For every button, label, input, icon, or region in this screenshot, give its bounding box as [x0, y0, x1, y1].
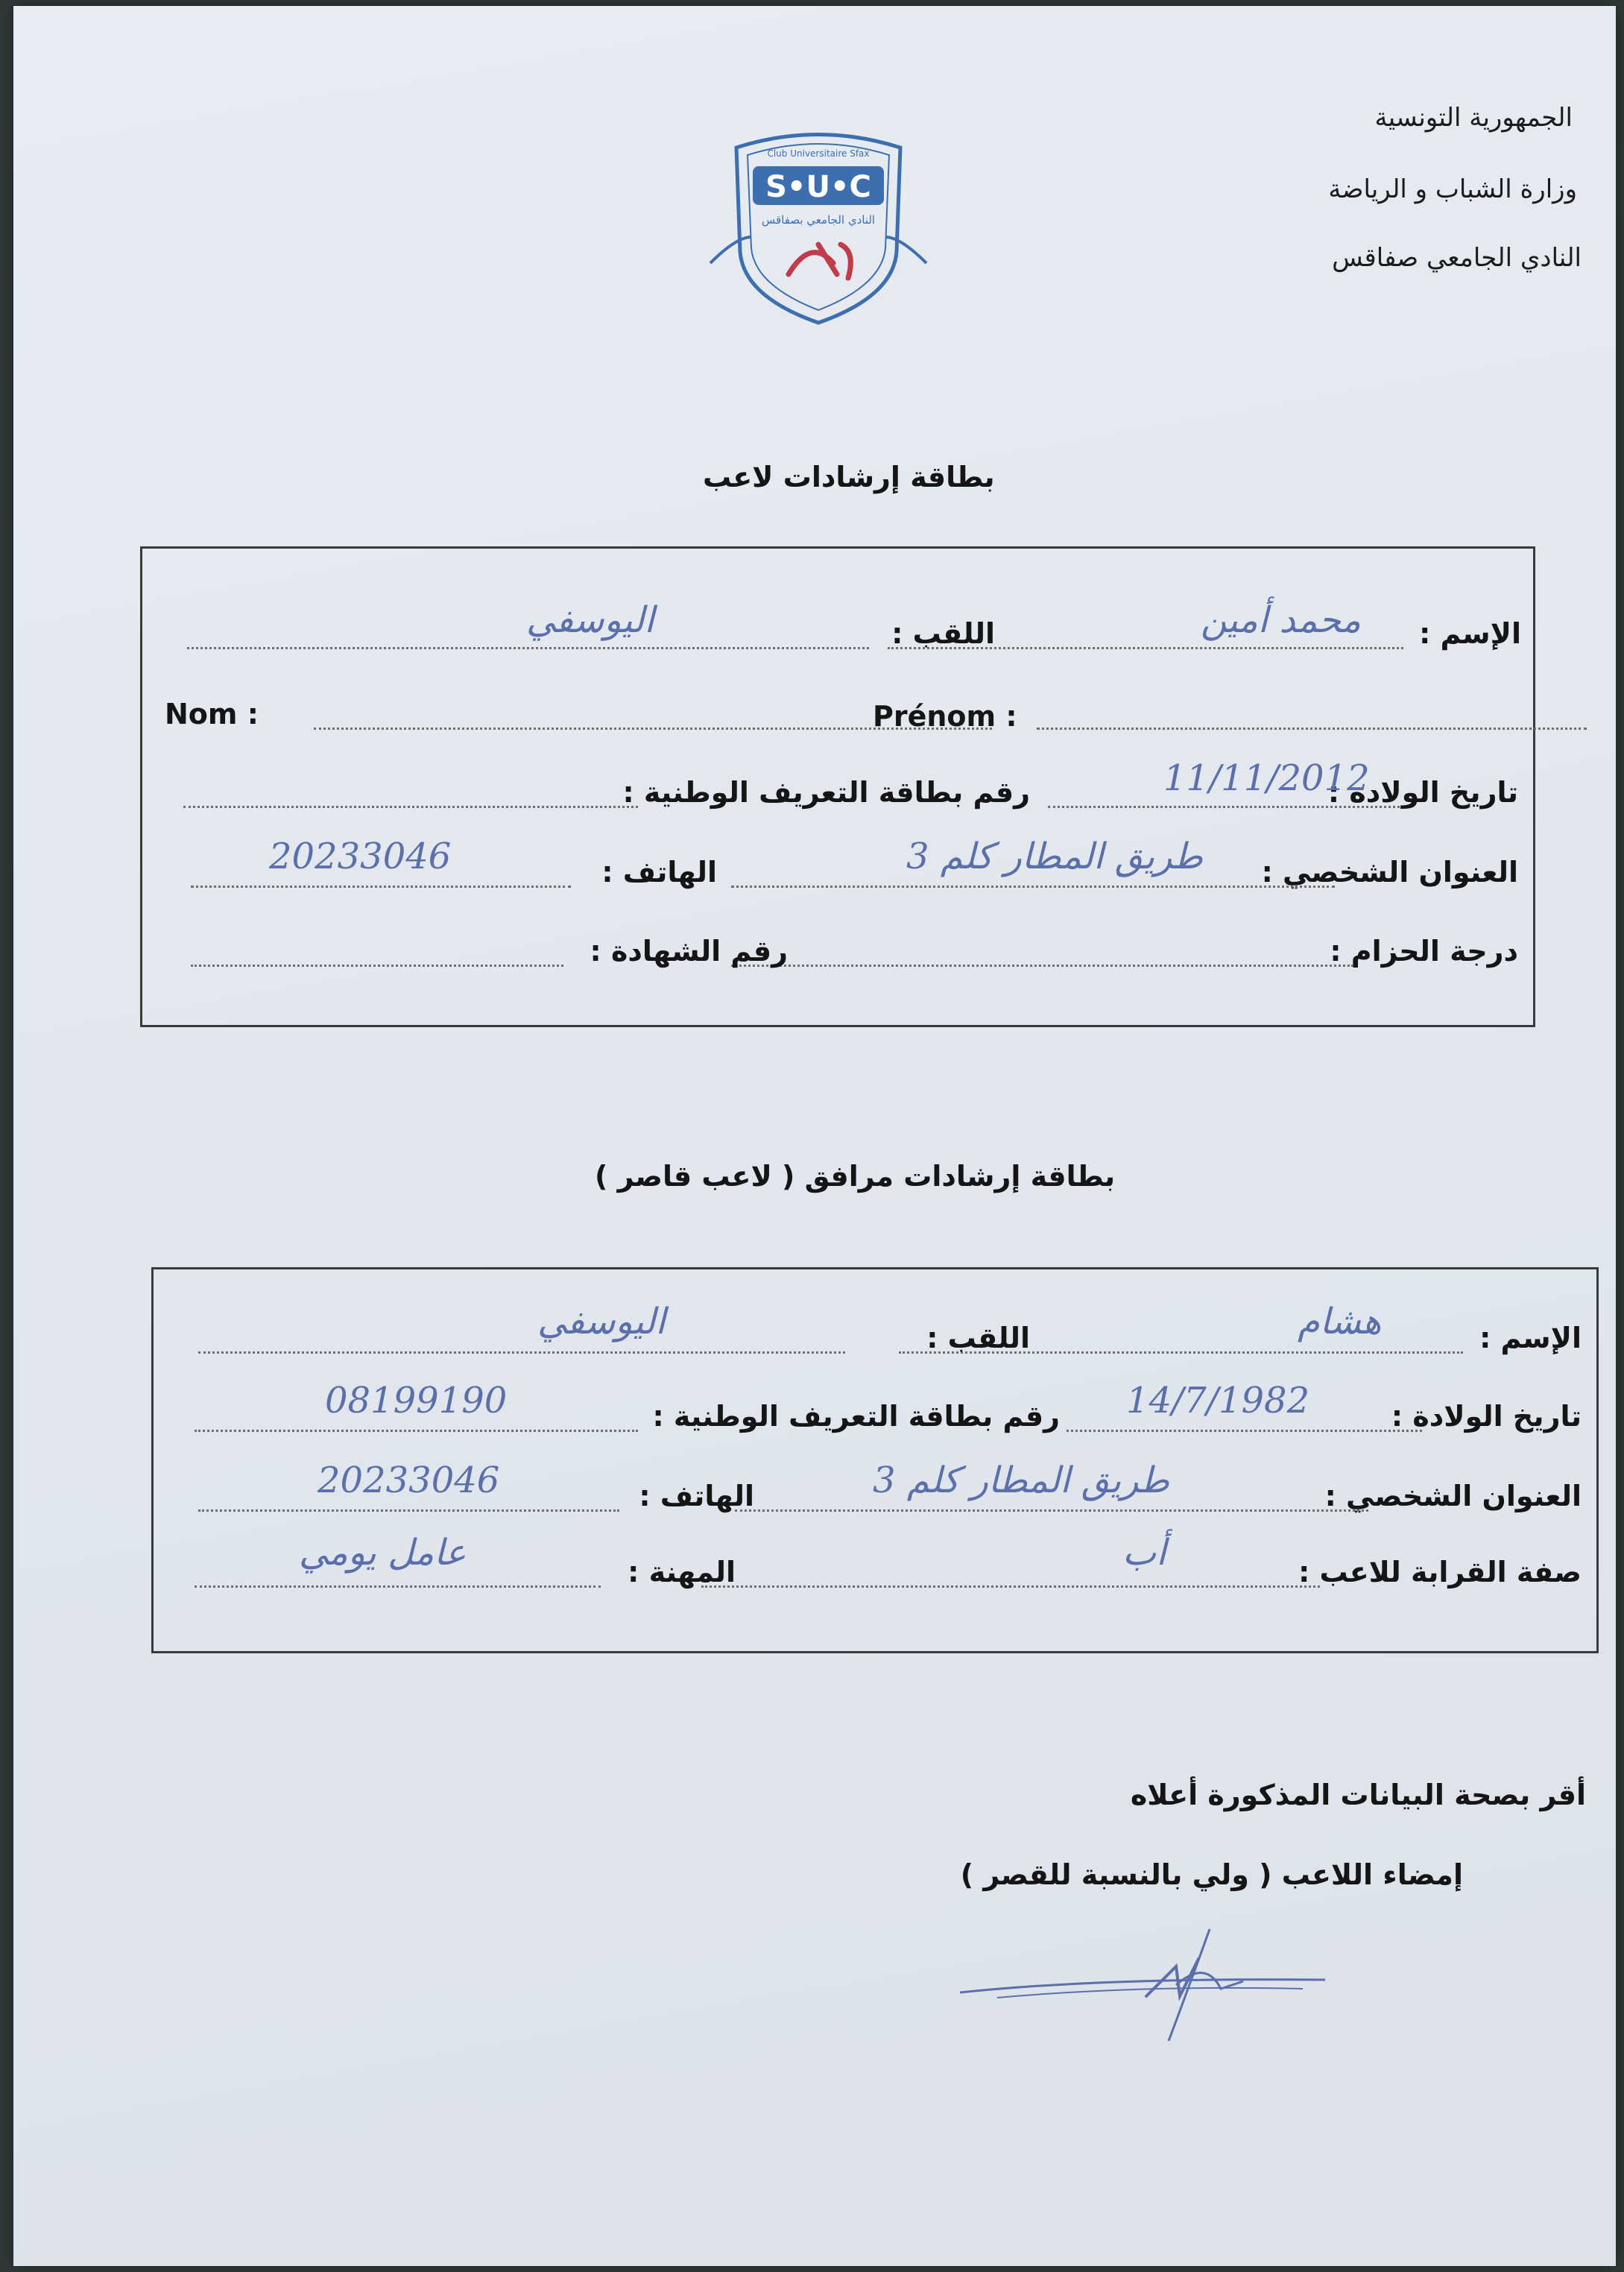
guardian-relation-value[interactable]: أب — [1122, 1532, 1166, 1574]
guardian-address-value[interactable]: طريق المطار كلم 3 — [873, 1460, 1169, 1501]
player-birth-date-line — [1048, 806, 1400, 808]
declaration-text: أقر بصحة البيانات المذكورة أعلاه — [1130, 1779, 1586, 1811]
guardian-birth-date-value[interactable]: 14/7/1982 — [1126, 1380, 1310, 1421]
player-birth-date-value[interactable]: 11/11/2012 — [1163, 757, 1370, 799]
guardian-relation-label: صفة القرابة للاعب : — [1298, 1556, 1582, 1588]
player-id-card-label: رقم بطاقة التعريف الوطنية : — [622, 776, 1030, 809]
guardian-phone-line — [198, 1509, 619, 1512]
player-section-title: بطاقة إرشادات لاعب — [703, 461, 995, 493]
player-last-name-value[interactable]: اليوسفي — [526, 599, 654, 641]
player-first-name-label: الإسم : — [1419, 617, 1521, 650]
guardian-id-card-value[interactable]: 08199190 — [325, 1380, 508, 1421]
player-birth-date-label: تاريخ الولادة : — [1327, 776, 1518, 809]
player-phone-label: الهاتف : — [601, 856, 717, 889]
guardian-phone-value[interactable]: 20233046 — [317, 1460, 500, 1501]
prenom-line — [1037, 728, 1587, 730]
player-info-box — [140, 546, 1535, 1027]
guardian-id-card-line — [195, 1430, 638, 1432]
prenom-label: Prénom : — [873, 700, 1017, 733]
guardian-phone-label: الهاتف : — [639, 1480, 754, 1512]
player-last-name-line — [187, 647, 869, 649]
guardian-profession-line — [195, 1585, 601, 1588]
guardian-first-name-value[interactable]: هشام — [1298, 1301, 1382, 1342]
guardian-address-line — [735, 1509, 1368, 1512]
guardian-last-name-label: اللقب : — [926, 1322, 1030, 1354]
header-country: الجمهورية التونسية — [1374, 103, 1573, 133]
guardian-address-label: العنوان الشخصي : — [1324, 1480, 1582, 1512]
signature-mark — [952, 1914, 1340, 2063]
guardian-relation-line — [701, 1585, 1320, 1588]
guardian-last-name-value[interactable]: اليوسفي — [537, 1301, 666, 1342]
player-last-name-label: اللقب : — [891, 617, 995, 650]
guardian-profession-value[interactable]: عامل يومي — [299, 1532, 467, 1574]
guardian-section-title: بطاقة إرشادات مرافق ( لاعب قاصر ) — [595, 1160, 1116, 1193]
guardian-first-name-label: الإسم : — [1479, 1322, 1582, 1354]
player-address-label: العنوان الشخصي : — [1261, 856, 1518, 889]
guardian-birth-date-label: تاريخ الولادة : — [1391, 1400, 1582, 1433]
player-belt-line — [731, 965, 1353, 967]
guardian-profession-label: المهنة : — [628, 1556, 736, 1588]
player-phone-value[interactable]: 20233046 — [269, 836, 452, 877]
logo-sub-text: النادي الجامعي بصفاقس — [761, 213, 876, 227]
player-first-name-value[interactable]: محمد أمين — [1201, 599, 1361, 641]
player-certificate-line — [191, 965, 563, 967]
nom-label: Nom : — [165, 698, 259, 730]
header-ministry: وزارة الشباب و الرياضة — [1328, 174, 1577, 204]
document-page — [13, 6, 1616, 2266]
header-club: النادي الجامعي صفاقس — [1332, 243, 1582, 273]
player-id-card-line — [183, 806, 638, 808]
guardian-last-name-line — [198, 1351, 845, 1354]
player-address-value[interactable]: طريق المطار كلم 3 — [906, 836, 1203, 877]
player-certificate-label: رقم الشهادة : — [590, 935, 788, 968]
player-address-line — [731, 886, 1335, 888]
signature-label: إمضاء اللاعب ( ولي بالنسبة للقصر ) — [960, 1858, 1463, 1891]
logo-top-text: Club Universitaire Sfax — [767, 148, 870, 159]
guardian-id-card-label: رقم بطاقة التعريف الوطنية : — [652, 1400, 1060, 1433]
guardian-info-box — [151, 1267, 1599, 1653]
player-phone-line — [191, 886, 571, 888]
player-belt-label: درجة الحزام : — [1330, 935, 1518, 968]
guardian-birth-date-line — [1067, 1430, 1422, 1432]
logo-text: S•U•C — [765, 170, 871, 204]
club-logo — [707, 125, 930, 334]
